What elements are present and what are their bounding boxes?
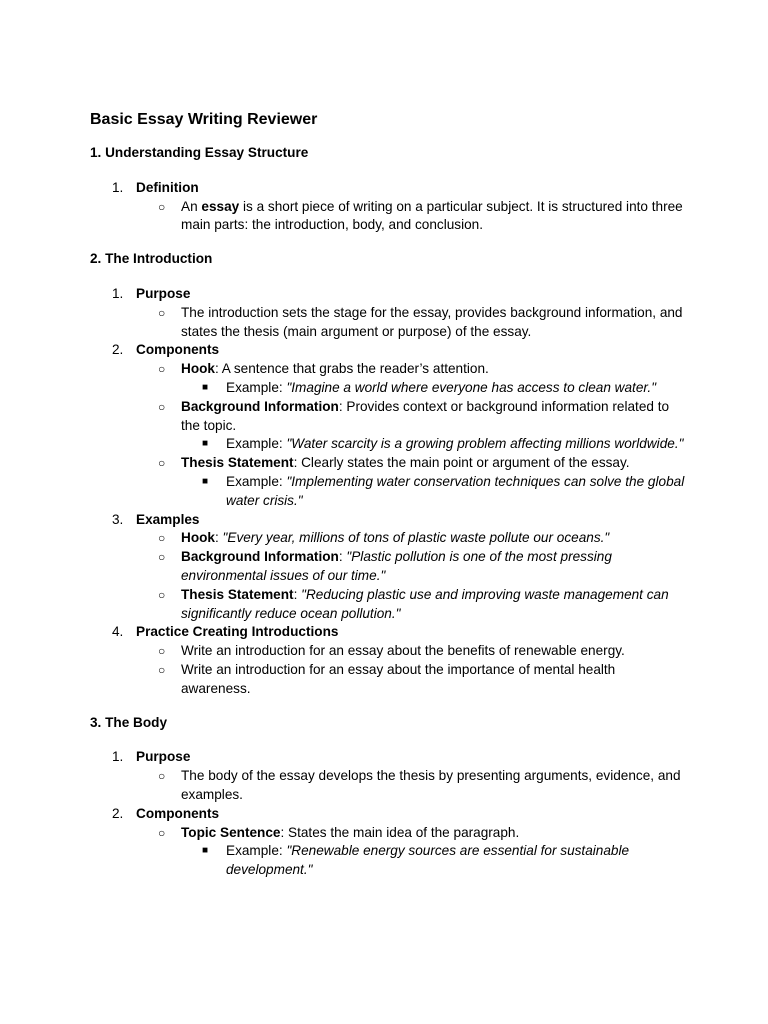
circle-bullet-icon: ○ [158,399,166,414]
list-item-purpose [90,748,688,804]
square-bullet-icon: ■ [202,438,209,450]
bullet-item-hook: ○ Hook: A sentence that grabs the reader’s attention. ■ Example: "Imagine a world where everyone has access to clean water." [136,360,688,398]
bullet-item: ○ The body of the essay develops the thesis by presenting arguments, evidence, and examples. [158,768,681,802]
bullet-item: ○ Write an introduction for an essay about the benefits of renewable energy. [136,642,688,661]
bullet-item-hook-example: ○ Hook: "Every year, millions of tons of plastic waste pollute our oceans." [136,529,688,548]
circle-bullet-icon: ○ [158,644,166,659]
section-heading-body: 3. The Body [90,714,168,730]
bullet-item-background-example: ○ Background Information: "Plastic pollution is one of the most pressing environmental issues of our time." [158,549,612,583]
section-heading-structure: 1. Understanding Essay Structure [90,145,309,160]
list-number: 3. [112,511,124,527]
body-list [90,748,688,880]
item-label: Purpose [136,749,191,765]
list-item-examples [90,511,688,624]
list-number: 1. [112,749,124,765]
circle-bullet-icon: ○ [158,550,166,565]
circle-bullet-icon: ○ [158,456,166,471]
bullet-item: ○ An essay is a short piece of writing on a particular subject. It is structured into three main parts: the introduction, body, and conclusion. [158,198,683,233]
circle-bullet-icon: ○ [158,199,166,214]
bullet-item-thesis: ○ Thesis Statement: Clearly states the main point or argument of the essay. ■ Example: "Implementing water conservation techniques can solve the global water crisis." [136,454,688,510]
list-number: 4. [112,624,124,640]
item-label: Practice Creating Introductions [136,624,339,640]
circle-bullet-icon: ○ [158,305,166,320]
list-item-components [90,341,688,510]
introduction-list [90,285,688,699]
item-label: Definition [136,179,199,195]
circle-bullet-icon: ○ [158,825,166,840]
circle-bullet-icon: ○ [158,769,166,784]
example-item: ■ Example: "Renewable energy sources are essential for sustainable development." [202,843,630,878]
square-bullet-icon: ■ [202,475,209,487]
list-number: 2. [112,342,124,358]
list-number: 1. [112,179,124,195]
list-item-components [90,805,688,880]
list-number: 1. [112,285,124,301]
structure-list [90,179,688,235]
example-item: ■ Example: "Implementing water conservation techniques can solve the global water crisis." [202,473,685,508]
item-label: Examples [136,511,200,527]
item-label: Components [136,342,220,358]
bullet-item-topic-sentence: ○ Topic Sentence: States the main idea of the paragraph. ■ Example: "Renewable energy sources are essential for sustainable development." [136,824,688,880]
item-label: Components [136,805,220,821]
bullet-item-thesis-example: ○ Thesis Statement: "Reducing plastic use and improving waste management can significantly reduce ocean pollution." [158,586,669,621]
circle-bullet-icon: ○ [158,531,166,546]
bullet-item: ○ The introduction sets the stage for the essay, provides background information, and states the thesis (main argument or purpose) of the essay. [158,304,683,339]
square-bullet-icon: ■ [202,845,209,857]
item-label: Purpose [136,285,191,301]
bullet-item: ○ Write an introduction for an essay about the importance of mental health awareness. [158,661,616,696]
bullet-item-background: ○ Background Information: Provides context or background information related to the topic. ■ Example: "Water scarcity is a growing problem affecting millions worldwide." [136,398,688,454]
circle-bullet-icon: ○ [158,362,166,377]
list-item-definition [90,179,688,235]
section-heading-introduction: 2. The Introduction [90,251,213,267]
list-number: 2. [112,805,124,821]
list-item-practice [90,623,688,698]
list-item-purpose [90,285,688,341]
example-item: ■ Example: "Water scarcity is a growing problem affecting millions worldwide." [181,435,688,454]
square-bullet-icon: ■ [202,381,209,393]
circle-bullet-icon: ○ [158,587,166,602]
circle-bullet-icon: ○ [158,662,166,677]
document-title: Basic Essay Writing Reviewer [90,111,318,128]
example-item: ■ Example: "Imagine a world where everyone has access to clean water." [181,379,688,398]
